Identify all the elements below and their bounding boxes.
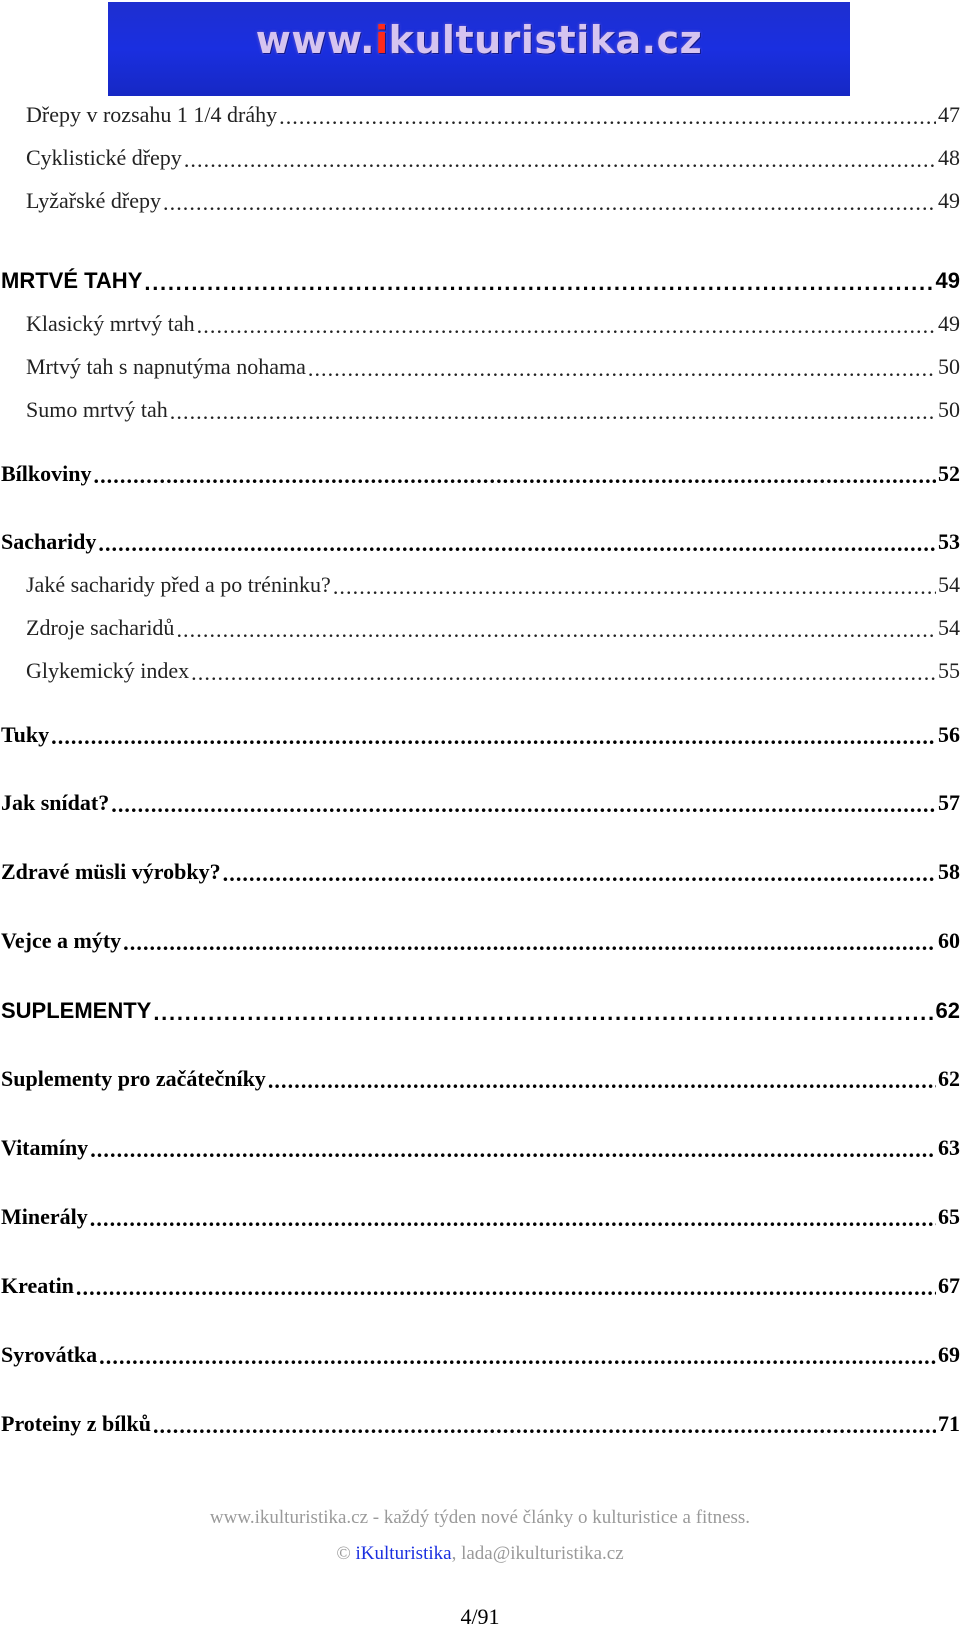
toc-leader bbox=[308, 358, 936, 380]
toc-entry[interactable] bbox=[0, 605, 960, 641]
footer-contact[interactable]: , lada@ikulturistika.cz bbox=[451, 1543, 624, 1564]
toc-entry[interactable] bbox=[0, 178, 960, 214]
toc-entry[interactable] bbox=[0, 849, 960, 885]
toc-leader bbox=[176, 619, 936, 641]
toc-entry-page: 56 bbox=[938, 722, 960, 747]
toc-leader bbox=[111, 794, 936, 816]
toc-entry-page: 47 bbox=[938, 102, 960, 127]
toc-entry[interactable] bbox=[0, 519, 960, 555]
footer-brand-name: Kulturistika bbox=[360, 1543, 452, 1564]
toc-leader bbox=[99, 1346, 936, 1368]
toc-entry-page: 57 bbox=[938, 790, 960, 815]
toc-leader bbox=[90, 1139, 936, 1161]
toc-leader bbox=[153, 1415, 936, 1437]
toc-entry-page: 50 bbox=[938, 397, 960, 422]
toc-entry-title: Tuky bbox=[1, 722, 50, 747]
toc-entry[interactable] bbox=[0, 1194, 960, 1230]
toc-entry-page: 54 bbox=[938, 615, 960, 640]
toc-entry-title: Cyklistické dřepy bbox=[26, 145, 182, 170]
banner-prefix: www. bbox=[255, 18, 376, 62]
toc-entry-title: Mrtvý tah s napnutýma nohama bbox=[26, 354, 306, 379]
banner-suffix: kulturistika.cz bbox=[388, 18, 703, 62]
toc-leader bbox=[76, 1277, 936, 1299]
toc-entry-title: Sumo mrtvý tah bbox=[26, 397, 168, 422]
toc-entry[interactable] bbox=[0, 1056, 960, 1092]
toc-entry-page: 60 bbox=[938, 928, 960, 953]
toc-entry-title: Glykemický index bbox=[26, 658, 190, 683]
toc-entry[interactable] bbox=[0, 712, 960, 748]
toc-entry-page: 62 bbox=[935, 998, 960, 1023]
toc-entry[interactable] bbox=[0, 918, 960, 954]
footer-brand-link[interactable] bbox=[356, 1543, 452, 1564]
toc-entry[interactable] bbox=[0, 648, 960, 684]
toc-leader bbox=[333, 576, 936, 598]
toc-entry[interactable] bbox=[0, 988, 960, 1024]
toc-entry-title: Klasický mrtvý tah bbox=[26, 311, 195, 336]
toc-leader bbox=[51, 726, 936, 748]
toc-entry-title: Vitamíny bbox=[1, 1135, 89, 1160]
toc-leader bbox=[163, 192, 936, 214]
toc-leader bbox=[279, 106, 936, 128]
toc-entry-page: 58 bbox=[938, 859, 960, 884]
toc-entry-title: Jak snídat? bbox=[1, 790, 110, 815]
toc-entry-title: Syrovátka bbox=[1, 1342, 98, 1367]
toc-entry[interactable] bbox=[0, 451, 960, 487]
footer-brand-i: i bbox=[355, 1543, 361, 1564]
toc-leader bbox=[90, 1208, 936, 1230]
toc-entry-title: Kreatin bbox=[1, 1273, 74, 1298]
toc-entry-title: Suplementy pro začátečníky bbox=[1, 1066, 266, 1091]
toc-entry-page: 55 bbox=[938, 658, 960, 683]
toc-entry-page: 49 bbox=[935, 268, 960, 293]
toc-entry[interactable] bbox=[0, 562, 960, 598]
toc-entry-page: 53 bbox=[938, 529, 960, 554]
toc-entry[interactable] bbox=[0, 1125, 960, 1161]
toc-entry[interactable] bbox=[0, 301, 960, 337]
footer-tagline: www.ikulturistika.cz - každý týden nové články o kulturistice a fitness. bbox=[209, 1507, 751, 1528]
toc-entry[interactable] bbox=[0, 344, 960, 380]
toc-entry-page: 65 bbox=[938, 1204, 960, 1229]
toc-leader bbox=[197, 315, 936, 337]
toc-entry[interactable] bbox=[0, 92, 960, 128]
page-number: 4/91 bbox=[460, 1604, 500, 1629]
toc-entry-title: Zdroje sacharidů bbox=[26, 615, 175, 640]
toc-entry-title: Proteiny z bílků bbox=[1, 1411, 151, 1436]
toc-entry-title: SUPLEMENTY bbox=[1, 998, 152, 1023]
toc-entry[interactable] bbox=[0, 135, 960, 171]
toc-entry-title: Lyžařské dřepy bbox=[26, 188, 161, 213]
toc-entry-title: Jaké sacharidy před a po tréninku? bbox=[26, 572, 331, 597]
toc-entry-page: 71 bbox=[938, 1411, 960, 1436]
toc-entry[interactable] bbox=[0, 387, 960, 423]
banner-accent: i bbox=[375, 18, 389, 62]
toc-entry-page: 49 bbox=[938, 311, 960, 336]
toc-leader bbox=[184, 149, 936, 171]
toc-entry[interactable] bbox=[0, 1263, 960, 1299]
toc-entry-title: Minerály bbox=[1, 1204, 88, 1229]
toc-leader bbox=[144, 272, 933, 294]
toc-leader bbox=[191, 662, 936, 684]
toc-entry-title: Bílkoviny bbox=[1, 461, 92, 486]
toc-leader bbox=[98, 533, 936, 555]
toc-entry[interactable] bbox=[0, 1332, 960, 1368]
toc-entry-title: MRTVÉ TAHY bbox=[1, 268, 143, 293]
toc-entry-page: 62 bbox=[938, 1066, 960, 1091]
toc-entry-page: 50 bbox=[938, 354, 960, 379]
toc-leader bbox=[223, 863, 936, 885]
toc-entry-title: Zdravé müsli výrobky? bbox=[1, 859, 221, 884]
toc-leader bbox=[153, 1002, 933, 1024]
toc-entry-page: 63 bbox=[938, 1135, 960, 1160]
copyright-symbol: © bbox=[336, 1543, 351, 1564]
toc-entry-title: Vejce a mýty bbox=[1, 928, 122, 953]
site-banner bbox=[108, 2, 850, 96]
toc-entry[interactable] bbox=[0, 1401, 960, 1437]
toc-entry[interactable] bbox=[0, 780, 960, 816]
toc-entry-page: 69 bbox=[938, 1342, 960, 1367]
toc-leader bbox=[123, 932, 936, 954]
toc-entry-title: Dřepy v rozsahu 1 1/4 dráhy bbox=[26, 102, 278, 127]
toc-entry-page: 48 bbox=[938, 145, 960, 170]
toc-entry-page: 49 bbox=[938, 188, 960, 213]
banner-logo-text bbox=[108, 18, 850, 62]
toc-entry-title: Sacharidy bbox=[1, 529, 97, 554]
toc-leader bbox=[170, 401, 936, 423]
toc-leader bbox=[93, 465, 936, 487]
toc-entry[interactable] bbox=[0, 258, 960, 294]
toc-entry-page: 54 bbox=[938, 572, 960, 597]
footer-copyright bbox=[0, 1543, 960, 1565]
toc-leader bbox=[268, 1070, 936, 1092]
toc-entry-page: 67 bbox=[938, 1273, 960, 1298]
toc-entry-page: 52 bbox=[938, 461, 960, 486]
